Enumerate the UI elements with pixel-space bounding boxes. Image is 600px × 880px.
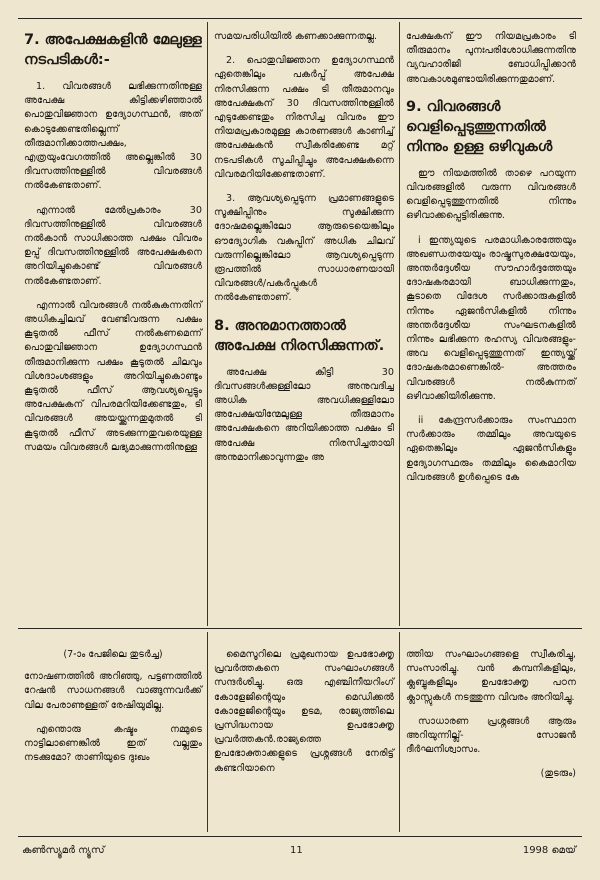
bottom-column-3 [406, 648, 576, 782]
bottom-column-1 [24, 648, 202, 775]
paragraph: എന്നാൽ മേൽപ്രകാരം 30 ദിവസത്തിനുള്ളിൽ വിവരങ്ങൾ നൽകാൻ സാധിക്കാത്ത പക്ഷം വിവരം ഉപ്പ് ദിവസത്തിനുള്ളിൽ അപേക്ഷകനെ അറിയിച്ചുകൊണ്ട് വിവരങ്ങൾ നൽകേണ്ടതാണ്. [24, 204, 202, 287]
column-divider [399, 632, 400, 832]
to-be-continued: (തുടരും) [540, 768, 576, 780]
section-7-heading: 7. അപേക്ഷകളിൻ മേലുള്ള നടപടികൾ:- [24, 32, 202, 68]
bottom-column-2 [214, 648, 394, 786]
column-divider [399, 22, 400, 626]
footer-publication: കൺസ്യൂമർ ന്യൂസ് [22, 845, 105, 856]
paragraph: മൈസൂറിലെ പ്രമുഖനായ ഉപഭോക്തൃ പ്രവർത്തകനെ സംഘാംഗങ്ങൾ സന്ദർശിച്ചു. ഒരു എഞ്ചിനീയറിംഗ് കോളേജിന്റെയും മെഡിക്കൽ കോളേജിന്റെയും ഉടമ, രാജ്യത്തിലെ പ്രസിദ്ധനായ ഉപഭോക്തൃ പ്രവർത്തകൻ.രാജ്യത്തെ ഉപഭോക്താക്കളുടെ പ്രശ്നങ്ങൾ നേരിട്ട് കണ്ടറിയാനെ [214, 649, 394, 774]
paragraph: i ഇന്ത്യയുടെ പരമാധികാരത്തേയും അഖണ്ഡതയേയും രാഷ്ട്രസുരക്ഷയേയും, അന്തർദ്ദേശീയ സൗഹാർദ്ദത്തേയും ദോഷകരമായി ബാധിക്കുന്നതും, കൂടാതെ വിദേശ സർക്കാരുകളിൽ നിന്നും ഏജൻസികളിൽ നിന്നും അന്തർദ്ദേശീയ സംഘടനകളിൽ നിന്നും ലഭിക്കുന്ന രഹസ്യ വിവരങ്ങളും- അവ വെളിപ്പെടുത്തുന്നത് ഇന്ത്യയ്ക്ക് ദോഷകരമാണെങ്കിൽ- അത്തരം വിവരങ്ങൾ നൽകുന്നത് ഒഴിവാക്കിയിരിക്കുന്നു. [406, 234, 576, 402]
paragraph: ത്തിയ സംഘാംഗങ്ങളെ സ്വീകരിച്ചു, സംസാരിച്ചു. വൻ കമ്പനികളിലും, ക്ലബ്ബുകളിലും ഉപഭോക്തൃ പഠന ക്ലാസ്സുകൾ നടത്തുന്ന വിവരം അറിയിച്ചു. [406, 649, 576, 703]
paragraph: എന്തൊരു കഷ്ടം നമ്മുടെ നാട്ടിലാണെങ്കിൽ ഇത് വല്ലതും നടക്കുമോ? താണിയുടെ ദുഃഖം [24, 723, 202, 764]
middle-rule [18, 628, 582, 629]
continued-note: (7-ാം പേജിലെ തുടർച്ച) [63, 649, 163, 660]
paragraph: നോഷണത്തിൽ അറിഞ്ഞു, പട്ടണത്തിൽ റേഷൻ സാധനങ്ങൾ വാങ്ങുന്നവർക്ക് വില പേരാണുള്ളത് രേഷിയുമില്ല. [24, 671, 202, 711]
top-rule [18, 18, 582, 19]
section-9-heading: 9. വിവരങ്ങൾ വെളിപ്പെടുത്തുന്നതിൽ നിന്നും ഉള്ള ഒഴിവുകൾ [406, 98, 553, 155]
paragraph: 1. വിവരങ്ങൾ ലഭിക്കുന്നതിനുള്ള അപേക്ഷ കിട്ടിക്കഴിഞ്ഞാൽ പൊതുവിജ്ഞാന ഉദ്യോഗസ്ഥൻ, അത് കൊടുക്കേണ്ടതില്ലെന്ന് തീരുമാനിക്കാത്തപക്ഷം, എത്രയുംവേഗത്തിൽ അല്ലെങ്കിൽ 30 ദിവസത്തിനുള്ളിൽ വിവരങ്ങൾ നൽകേണ്ടതാണ്. [24, 81, 202, 192]
page-number: 11 [290, 845, 303, 856]
paragraph: എന്നാൽ വിവരങ്ങൾ നൽകുകന്നതിന് അധികച്ചിലവ് വേണ്ടിവരുന്ന പക്ഷം കൂടുതൽ ഫീസ് നൽകണമെന്ന് പൊതുവിജ്ഞാന ഉദ്യോഗസ്ഥൻ തീരുമാനിക്കുന്ന പക്ഷം കൂടുതൽ ചിലവും വിശദാംശങ്ങളും അറിയിച്ചുകൊണ്ടും കൂടുതൽ ഫീസ് ആവശ്യപ്പെട്ടും അപേക്ഷകന് വിപരമറിയിക്കേണ്ടതും, ടി വിവരങ്ങൾ അയയ്ക്കുന്നതുമുതൽ ടി കൂടുതൽ ഫീസ് അടക്കുന്നതുവരെയുള്ള സമയം വിവരങ്ങൾ ലഭ്യമാക്കുന്നതിനുള്ള [24, 299, 202, 453]
paragraph: അപേക്ഷ കിട്ടി 30 ദിവസങ്ങൾക്കുള്ളിലോ അനുവദിച്ച അധിക അവധിക്കുള്ളിലോ അപേക്ഷയിന്മേലുള്ള തീരുമാനം അപേക്ഷകനെ അറിയിക്കാത്ത പക്ഷം ടി അപേക്ഷ നിരസിച്ചതായി അനുമാനിക്കാവുന്നതും അ [214, 366, 394, 463]
paragraph: 2. പൊതുവിജ്ഞാന ഉദ്യോഗസ്ഥൻ ഏതെങ്കിലും പകർപ്പ് അപേക്ഷ നിരസിക്കുന്ന പക്ഷം ടി തീരുമാനവും അപേക്ഷകന് 30 ദിവസത്തിനുള്ളിൽ എടുക്കേണ്ടതും നിരസിച്ച വിവരം ഈ നിയമപ്രകാരമുള്ള കാരണങ്ങൾ കാണിച്ച് അപേക്ഷകൻ സ്വീകരിക്കേണ്ട മറ്റ് നടപടികൾ സൂചിപ്പിച്ചും അപേക്ഷകന്നെ വിവരമറിയിക്കേണ്ടതാണ്. [214, 55, 394, 180]
column-divider [207, 632, 208, 832]
paragraph: സമയപരിധിയിൽ കണക്കാക്കുന്നതല്ല. [214, 31, 378, 42]
column-1 [24, 30, 202, 465]
paragraph: ii കേന്ദ്രസർക്കാരും സംസ്ഥാന സർക്കാരും തമ്മിലും അവയുടെ ഏതെങ്കിലും ഏജൻസികളും ഉദ്യോഗസ്ഥരും തമ്മിലും കൈമാറിയ വിവരങ്ങൾ ഉൾപ്പെടെ കേ [406, 415, 576, 483]
paragraph: പേക്ഷകന് ഈ നിയമപ്രകാരം ടി തീരുമാനം പുനഃപരിശോധിക്കുന്നതിനു വ്യവഹാരിജി ബോധിപ്പിക്കാൻ അവകാശമുണ്ടായിരിക്കുന്നതുമാണ്. [406, 31, 576, 85]
column-divider [207, 22, 208, 626]
bottom-rule [18, 836, 582, 837]
paragraph: സാധാരണ പ്രശ്നങ്ങൾ ആരും അറിയുന്നില്ല്- സോജൻ ദീർഘനിശ്വാസം. [406, 715, 576, 756]
column-3 [406, 30, 576, 495]
paragraph: ഈ നിയമത്തിൽ താഴെ പറയുന്ന വിവരങ്ങളിൽ വരുന്ന വിവരങ്ങൾ വെളിപ്പെടുത്തുന്നതിൽ നിന്നും ഒഴിവാക്കപ്പെട്ടിരിക്കുന്നു. [406, 167, 576, 222]
footer-date: 1998 മെയ് [522, 845, 576, 856]
column-2 [214, 30, 394, 475]
section-8-heading: 8. അനുമാനത്താൽ അപേക്ഷ നിരസിക്കുന്നത്. [214, 317, 385, 354]
paragraph: 3. ആവശ്യപ്പെടുന്ന പ്രമാണങ്ങളുടെ സൂക്ഷിപ്പിനും സൂക്ഷിക്കുന്ന ദോഷമല്ലെങ്കിലോ ആരുടെയെങ്കിലും ഔദ്യോഗിക വകുപ്പിന് അധിക ചിലവ് വരുന്നില്ലെങ്കിലോ ആവശ്യപ്പെടുന്ന രൂപത്തിൽ സാധാരണയായി വിവരങ്ങൾ/പകർപ്പുകൾ നൽകേണ്ടതാണ്. [214, 193, 394, 304]
